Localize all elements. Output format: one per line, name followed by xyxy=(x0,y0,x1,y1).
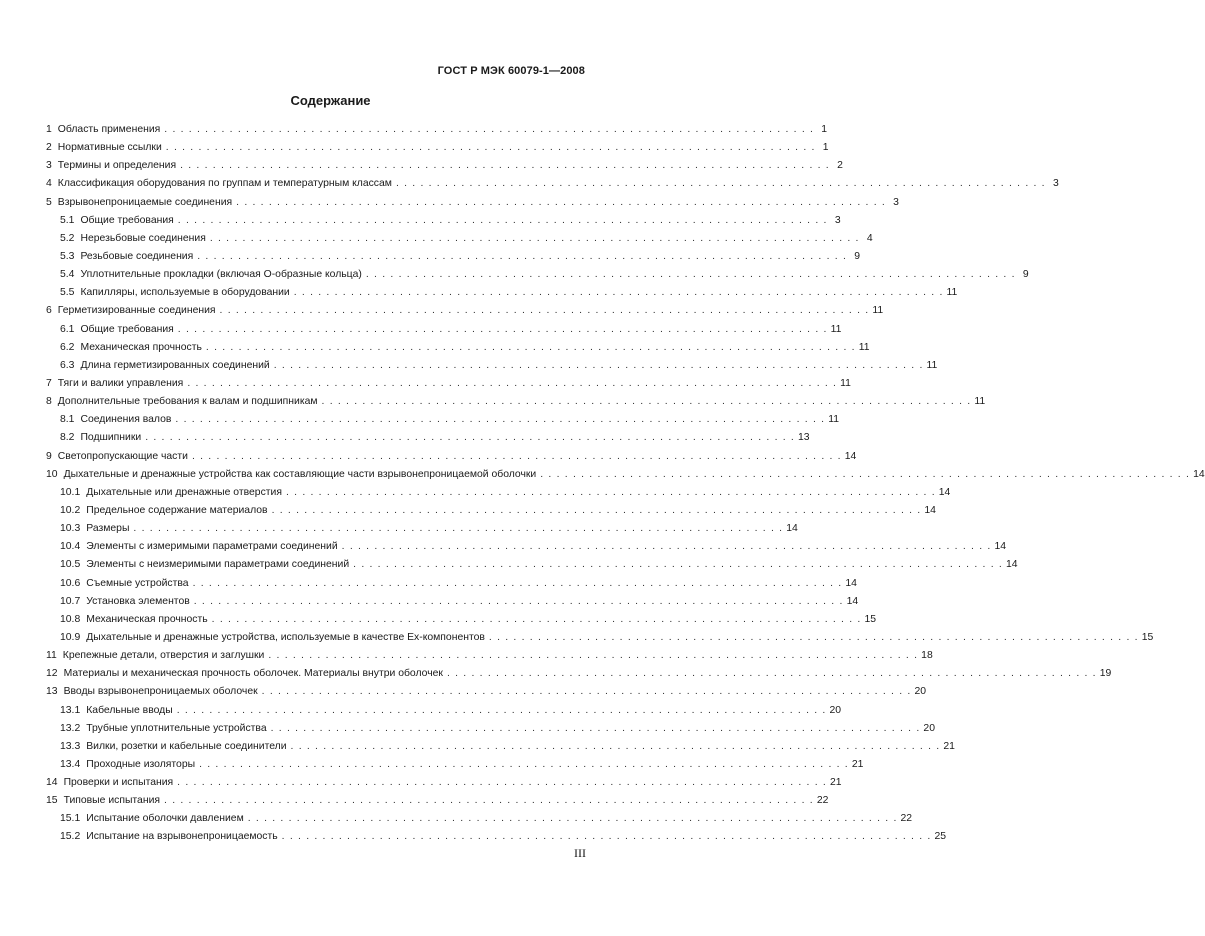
toc-leader-dots xyxy=(396,175,1046,193)
toc-entry[interactable] xyxy=(46,121,828,139)
toc-entry-page: 19 xyxy=(1099,668,1112,680)
toc-entry-page: 11 xyxy=(858,341,870,353)
toc-leader-dots xyxy=(164,121,814,139)
toc-entry-title: Проверки и испытания xyxy=(63,777,174,789)
toc-entry-page: 21 xyxy=(851,758,864,770)
toc-entry-page: 15 xyxy=(864,613,877,625)
toc-entry[interactable] xyxy=(46,520,798,538)
toc-entry-title: Капилляры, используемые в оборудовании xyxy=(80,287,290,299)
toc-entry-title: Нормативные ссылки xyxy=(57,142,162,154)
toc-leader-dots xyxy=(272,502,922,520)
toc-entry-title: Механическая прочность xyxy=(80,341,202,353)
toc-entry-number: 5.1 xyxy=(60,214,75,226)
toc-entry-page: 11 xyxy=(830,323,842,335)
toc-leader-dots xyxy=(133,520,783,538)
toc-entry-number: 10.3 xyxy=(60,523,81,535)
toc-leader-dots xyxy=(236,194,886,212)
toc-leader-dots xyxy=(540,466,1190,484)
toc-entry[interactable] xyxy=(46,321,842,339)
toc-entry-number: 6.2 xyxy=(60,341,75,353)
toc-entry-page: 3 xyxy=(834,214,841,226)
toc-entry-page: 1 xyxy=(822,142,829,154)
toc-entry-title: Размеры xyxy=(86,523,130,535)
toc-entry-page: 14 xyxy=(844,450,857,462)
toc-leader-dots xyxy=(192,448,842,466)
toc-entry-page: 11 xyxy=(840,377,851,389)
toc-entry-number: 10 xyxy=(46,468,58,480)
toc-entry[interactable] xyxy=(46,284,958,302)
toc-entry-number: 1 xyxy=(46,124,52,135)
toc-entry[interactable] xyxy=(46,792,829,810)
toc-entry-number: 10.6 xyxy=(60,577,81,589)
toc-leader-dots xyxy=(291,738,941,756)
toc-entry[interactable] xyxy=(46,738,955,756)
toc-entry-title: Классификация оборудования по группам и температурным классам xyxy=(57,178,392,190)
toc-entry-number: 10.7 xyxy=(60,595,81,607)
toc-entry[interactable] xyxy=(46,393,986,411)
toc-entry[interactable] xyxy=(46,502,936,520)
toc-entry-number: 6.1 xyxy=(60,323,75,335)
toc-leader-dots xyxy=(178,212,828,230)
toc-entry-page: 22 xyxy=(816,795,829,807)
toc-leader-dots xyxy=(175,411,825,429)
toc-entry-title: Длина герметизированных соединений xyxy=(80,359,270,371)
page-number: III xyxy=(574,846,586,860)
toc-entry-number: 5 xyxy=(46,196,52,208)
toc-leader-dots xyxy=(210,230,860,248)
toc-leader-dots xyxy=(145,429,795,447)
toc-leader-dots xyxy=(489,629,1139,647)
toc-entry-page: 1 xyxy=(821,124,828,135)
toc-entry-page: 11 xyxy=(926,359,938,371)
toc-entry-title: Материалы и механическая прочность оболочек. Материалы внутри оболочек xyxy=(63,668,443,680)
toc-entry[interactable] xyxy=(46,339,870,357)
toc-entry[interactable] xyxy=(46,429,810,447)
toc-entry[interactable] xyxy=(46,756,864,774)
toc-entry-title: Дыхательные или дренажные отверстия xyxy=(86,486,282,498)
toc-entry-number: 6.3 xyxy=(60,359,75,371)
toc-entry-page: 4 xyxy=(866,232,873,244)
toc-entry-page: 15 xyxy=(1141,631,1154,643)
toc-entry-page: 20 xyxy=(829,704,842,716)
toc-leader-dots xyxy=(322,393,972,411)
toc-leader-dots xyxy=(274,357,924,375)
toc-entry-title: Механическая прочность xyxy=(86,613,208,625)
toc-entry-number: 10.9 xyxy=(60,631,81,643)
toc-entry-number: 11 xyxy=(46,650,57,662)
toc-leader-dots xyxy=(262,683,912,701)
toc-leader-dots xyxy=(366,266,1016,284)
toc-entry[interactable] xyxy=(46,194,899,212)
toc-entry-number: 13 xyxy=(46,686,58,698)
toc-entry-number: 8.2 xyxy=(60,432,75,444)
toc-entry-title: Нерезьбовые соединения xyxy=(80,232,206,244)
document-header: ГОСТ Р МЭК 60079-1—2008 xyxy=(437,65,585,77)
toc-entry-page: 3 xyxy=(1052,178,1059,190)
toc-entry-number: 5.5 xyxy=(60,287,75,299)
toc-leader-dots xyxy=(268,647,918,665)
toc-entry[interactable] xyxy=(46,575,857,593)
toc-leader-dots xyxy=(193,575,843,593)
toc-entry-title: Кабельные вводы xyxy=(86,704,173,716)
toc-entry-number: 13.1 xyxy=(60,704,81,716)
toc-entry-number: 3 xyxy=(46,160,52,172)
toc-entry-number: 13.3 xyxy=(60,740,81,752)
toc-entry-number: 4 xyxy=(46,178,52,190)
toc-entry-title: Общие требования xyxy=(80,214,174,226)
toc-leader-dots xyxy=(164,792,814,810)
toc-entry-number: 15 xyxy=(46,795,58,807)
toc-entry-title: Предельное содержание материалов xyxy=(86,504,268,516)
toc-entry-title: Герметизированные соединения xyxy=(57,305,216,317)
toc-entry-page: 14 xyxy=(994,541,1007,553)
toc-leader-dots xyxy=(206,339,856,357)
toc-entry-number: 5.3 xyxy=(60,250,75,262)
toc-entry-title: Крепежные детали, отверстия и заглушки xyxy=(62,650,265,662)
toc-entry-number: 7 xyxy=(46,377,52,389)
toc-entry-title: Общие требования xyxy=(80,323,174,335)
toc-leader-dots xyxy=(199,756,849,774)
toc-entry-number: 9 xyxy=(46,450,52,462)
toc-entry-page: 18 xyxy=(921,650,933,662)
toc-entry-page: 22 xyxy=(900,813,913,825)
toc-leader-dots xyxy=(447,665,1097,683)
toc-entry-page: 25 xyxy=(934,831,947,843)
toc-entry-number: 12 xyxy=(46,668,58,680)
toc-leader-dots xyxy=(187,375,837,393)
toc-entry-number: 15.2 xyxy=(60,831,81,843)
toc-entry[interactable] xyxy=(46,828,947,846)
page-title: Содержание xyxy=(290,93,371,108)
toc-entry-number: 10.8 xyxy=(60,613,81,625)
toc-entry[interactable] xyxy=(46,302,884,320)
toc-entry[interactable] xyxy=(46,556,1018,574)
toc-entry-title: Дыхательные и дренажные устройства как составляющие части взрывонепроницаемой оболочки xyxy=(63,468,537,480)
toc-entry-page: 21 xyxy=(943,740,955,752)
toc-entry[interactable] xyxy=(46,611,877,629)
toc-entry-title: Светопропускающие части xyxy=(57,450,188,462)
toc-entry-page: 11 xyxy=(946,287,958,299)
toc-entry-page: 20 xyxy=(923,722,935,734)
toc-entry-number: 8 xyxy=(46,396,52,408)
toc-leader-dots xyxy=(178,321,828,339)
table-of-contents xyxy=(46,121,1205,847)
toc-entry-title: Элементы с измеримыми параметрами соединений xyxy=(86,541,338,553)
toc-entry[interactable] xyxy=(46,139,829,157)
toc-leader-dots xyxy=(353,556,1003,574)
toc-entry[interactable] xyxy=(46,248,861,266)
toc-entry-page: 3 xyxy=(893,196,899,208)
toc-entry[interactable] xyxy=(46,702,842,720)
toc-leader-dots xyxy=(286,484,936,502)
toc-entry-page: 20 xyxy=(914,686,927,698)
toc-entry[interactable] xyxy=(46,212,841,230)
toc-leader-dots xyxy=(177,774,827,792)
toc-leader-dots xyxy=(166,139,816,157)
toc-leader-dots xyxy=(248,810,898,828)
toc-entry-number: 5.4 xyxy=(60,269,75,281)
toc-entry-title: Тяги и валики управления xyxy=(57,377,184,389)
toc-leader-dots xyxy=(194,593,844,611)
toc-entry-page: 14 xyxy=(1005,559,1018,571)
toc-entry-number: 10.1 xyxy=(60,486,81,498)
toc-leader-dots xyxy=(177,702,827,720)
toc-entry[interactable] xyxy=(46,357,938,375)
toc-entry-page: 21 xyxy=(829,777,842,789)
toc-entry-number: 5.2 xyxy=(60,232,75,244)
toc-entry-page: 2 xyxy=(837,160,843,172)
toc-entry-page: 11 xyxy=(974,396,986,408)
toc-entry-page: 13 xyxy=(798,432,810,444)
toc-entry[interactable] xyxy=(46,774,842,792)
toc-entry[interactable] xyxy=(46,665,1112,683)
toc-entry[interactable] xyxy=(46,647,933,665)
toc-entry[interactable] xyxy=(46,720,935,738)
toc-entry-title: Область применения xyxy=(57,124,161,135)
toc-entry[interactable] xyxy=(46,266,1029,284)
toc-entry-number: 13.2 xyxy=(60,722,81,734)
toc-leader-dots xyxy=(197,248,847,266)
toc-entry-title: Взрывонепроницаемые соединения xyxy=(57,196,233,208)
toc-entry-number: 2 xyxy=(46,142,52,154)
toc-entry-page: 11 xyxy=(872,305,884,317)
toc-entry-title: Трубные уплотнительные устройства xyxy=(86,722,267,734)
toc-entry[interactable] xyxy=(46,593,859,611)
toc-entry-page: 9 xyxy=(1022,269,1029,281)
toc-leader-dots xyxy=(220,302,870,320)
toc-leader-dots xyxy=(342,538,992,556)
toc-entry[interactable] xyxy=(46,157,843,175)
toc-entry[interactable] xyxy=(46,466,1205,484)
toc-entry[interactable] xyxy=(46,448,857,466)
toc-entry-title: Съемные устройства xyxy=(86,577,189,589)
toc-entry-title: Резьбовые соединения xyxy=(80,250,194,262)
toc-entry[interactable] xyxy=(46,538,1007,556)
toc-entry-title: Испытание на взрывонепроницаемость xyxy=(86,831,278,843)
toc-entry-page: 14 xyxy=(786,523,798,535)
toc-entry-title: Дополнительные требования к валам и подшипникам xyxy=(57,396,318,408)
toc-entry-number: 10.2 xyxy=(60,504,81,516)
toc-entry-title: Испытание оболочки давлением xyxy=(86,813,244,825)
toc-entry-title: Термины и определения xyxy=(57,160,177,172)
toc-leader-dots xyxy=(271,720,921,738)
toc-entry-title: Установка элементов xyxy=(86,595,190,607)
toc-entry-page: 14 xyxy=(938,486,951,498)
toc-entry-title: Дыхательные и дренажные устройства, используемые в качестве Ех-компонентов xyxy=(86,631,485,643)
toc-entry-title: Уплотнительные прокладки (включая О-образные кольца) xyxy=(80,269,362,281)
toc-entry-page: 9 xyxy=(854,250,861,262)
toc-entry-number: 13.4 xyxy=(60,758,81,770)
toc-leader-dots xyxy=(282,828,932,846)
toc-entry-number: 14 xyxy=(46,777,58,789)
toc-entry-title: Проходные изоляторы xyxy=(86,758,196,770)
toc-entry[interactable] xyxy=(46,411,839,429)
toc-entry[interactable] xyxy=(46,375,851,393)
toc-entry-page: 11 xyxy=(828,414,839,426)
toc-entry-number: 10.5 xyxy=(60,559,81,571)
toc-entry[interactable] xyxy=(46,629,1154,647)
toc-leader-dots xyxy=(180,157,830,175)
toc-entry-title: Вилки, розетки и кабельные соединители xyxy=(86,740,287,752)
toc-entry[interactable] xyxy=(46,484,951,502)
toc-entry-page: 14 xyxy=(845,577,857,589)
toc-entry-page: 14 xyxy=(1193,468,1205,480)
toc-entry-number: 8.1 xyxy=(60,414,75,426)
toc-entry-page: 14 xyxy=(924,504,936,516)
toc-leader-dots xyxy=(294,284,944,302)
toc-entry-title: Типовые испытания xyxy=(63,795,161,807)
toc-entry-number: 6 xyxy=(46,305,52,317)
toc-entry-title: Вводы взрывонепроницаемых оболочек xyxy=(63,686,258,698)
toc-entry-title: Элементы с неизмеримыми параметрами соединений xyxy=(86,559,350,571)
toc-entry-title: Подшипники xyxy=(80,432,142,444)
toc-entry[interactable] xyxy=(46,230,873,248)
toc-leader-dots xyxy=(212,611,862,629)
toc-entry-number: 10.4 xyxy=(60,541,81,553)
toc-entry[interactable] xyxy=(46,810,913,828)
toc-entry-number: 15.1 xyxy=(60,813,81,825)
toc-entry[interactable] xyxy=(46,683,927,701)
toc-entry-title: Соединения валов xyxy=(80,414,172,426)
toc-entry[interactable] xyxy=(46,175,1059,193)
toc-entry-page: 14 xyxy=(846,595,859,607)
